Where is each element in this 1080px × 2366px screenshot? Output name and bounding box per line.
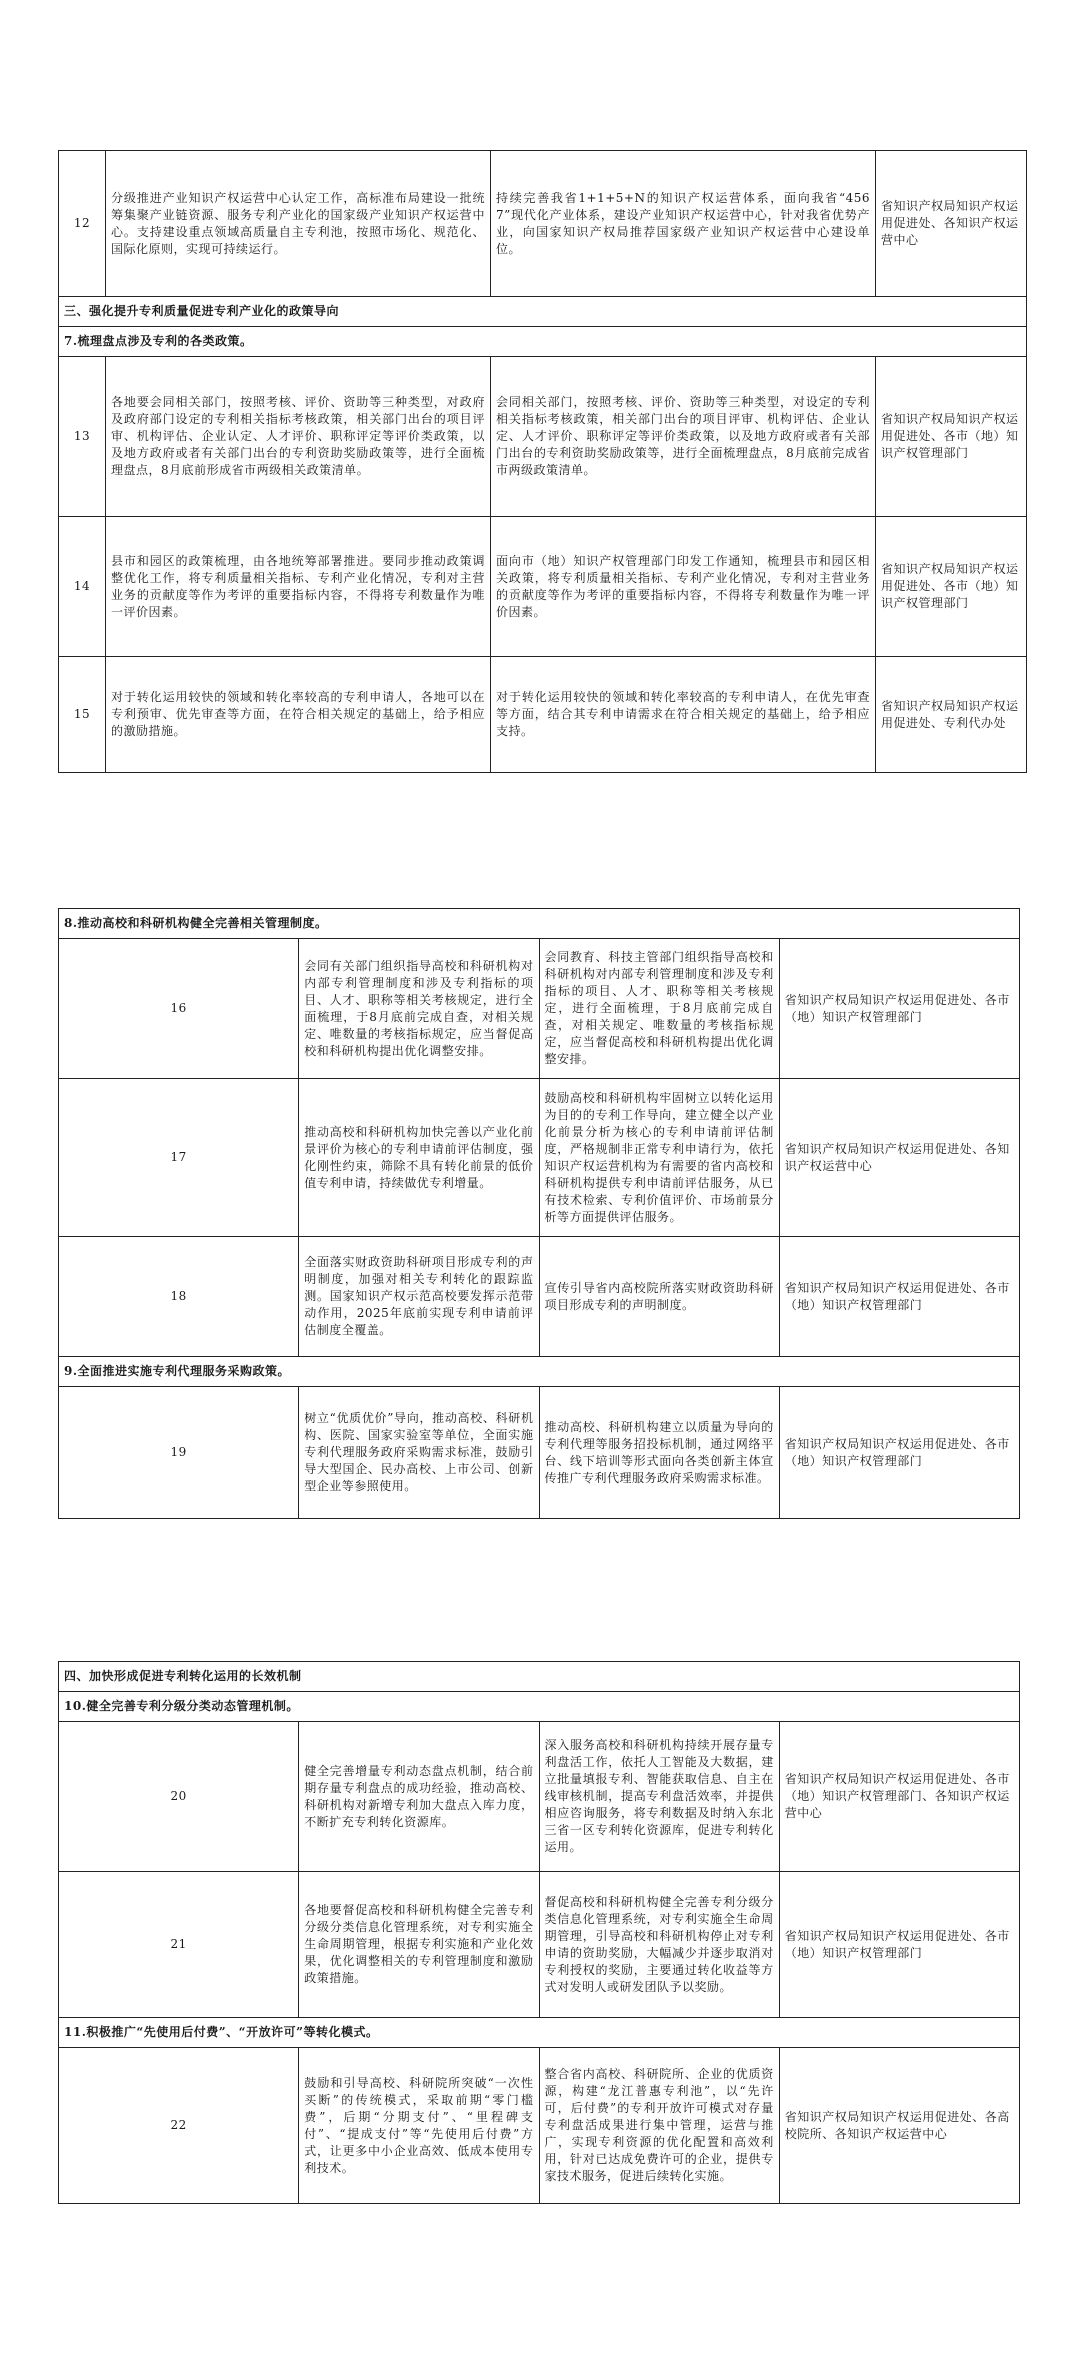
- row-number: 13: [59, 357, 106, 517]
- subsection-heading: 8.推动高校和科研机构健全完善相关管理制度。: [59, 909, 1020, 939]
- row-number: 12: [59, 151, 106, 297]
- task-cell: 鼓励高校和科研机构牢固树立以转化运用为目的的专利工作导向，建立健全以产业化前景分析为核心的专利申请前评估制度，严格规制非正常专利申请行为，依托知识产权运营机构为有需要的省内高校和科研机构提供专利申请前评估服务，从已有技术检索、专利价值评价、市场前景分析等方面提供评估服务。: [539, 1079, 779, 1237]
- row-number: 16: [59, 939, 299, 1079]
- table-block-3: [58, 1661, 1020, 2204]
- table-row: [59, 1722, 1020, 1872]
- measure-cell: 各地要督促高校和科研机构健全完善专利分级分类信息化管理系统，对专利实施全生命周期管理，根据专利实施和产业化效果，优化调整相关的专利管理制度和激励政策措施。: [299, 1872, 539, 2018]
- department-cell: 省知识产权局知识产权运用促进处、各知识产权运营中心: [779, 1079, 1019, 1237]
- row-number: 20: [59, 1722, 299, 1872]
- measure-cell: 全面落实财政资助科研项目形成专利的声明制度，加强对相关专利转化的跟踪监测。国家知识产权示范高校要发挥示范带动作用，2025年底前实现专利申请前评估制度全覆盖。: [299, 1237, 539, 1357]
- department-cell: 省知识产权局知识产权运用促进处、各高校院所、各知识产权运营中心: [779, 2048, 1019, 2204]
- task-cell: 宣传引导省内高校院所落实财政资助科研项目形成专利的声明制度。: [539, 1237, 779, 1357]
- department-cell: 省知识产权局知识产权运用促进处、各市（地）知识产权管理部门: [779, 1237, 1019, 1357]
- section-heading-row: [59, 297, 1027, 327]
- task-cell: 深入服务高校和科研机构持续开展存量专利盘活工作，依托人工智能及大数据，建立批量填报专利、智能获取信息、自主在线审核机制，提高专利盘活效率，并提供相应咨询服务，将专利数据及时纳入东北三省一区专利转化资源库，促进专利转化运用。: [539, 1722, 779, 1872]
- task-cell: 推动高校、科研机构建立以质量为导向的专利代理等服务招投标机制，通过网络平台、线下培训等形式面向各类创新主体宣传推广专利代理服务政府采购需求标准。: [539, 1387, 779, 1519]
- subsection-heading-row: [59, 1357, 1020, 1387]
- measure-cell: 树立“优质优价”导向，推动高校、科研机构、医院、国家实验室等单位，全面实施专利代理服务政府采购需求标准，鼓励引导大型国企、民办高校、上市公司、创新型企业等参照使用。: [299, 1387, 539, 1519]
- department-cell: 省知识产权局知识产权运用促进处、各市（地）知识产权管理部门: [779, 1872, 1019, 2018]
- table-row: [59, 1237, 1020, 1357]
- measure-cell: 县市和园区的政策梳理，由各地统筹部署推进。要同步推动政策调整优化工作，将专利质量相关指标、专利产业化情况，专利对主营业务的贡献度等作为考评的重要指标内容，不得将专利数量作为唯一评价因素。: [106, 517, 491, 657]
- measure-cell: 健全完善增量专利动态盘点机制，结合前期存量专利盘点的成功经验，推动高校、科研机构对新增专利加大盘点入库力度，不断扩充专利转化资源库。: [299, 1722, 539, 1872]
- department-cell: 省知识产权局知识产权运用促进处、各市（地）知识产权管理部门: [876, 517, 1027, 657]
- subsection-heading-row: [59, 327, 1027, 357]
- table-row: [59, 1079, 1020, 1237]
- task-cell: 督促高校和科研机构健全完善专利分级分类信息化管理系统，对专利实施全生命周期管理，引导高校和科研机构停止对专利申请的资助奖励，大幅减少并逐步取消对专利授权的奖励，主要通过转化收益等方式对发明人或研发团队予以奖励。: [539, 1872, 779, 2018]
- department-cell: 省知识产权局知识产权运用促进处、各市（地）知识产权管理部门: [876, 357, 1027, 517]
- department-cell: 省知识产权局知识产权运用促进处、各市（地）知识产权管理部门: [779, 939, 1019, 1079]
- row-number: 15: [59, 657, 106, 773]
- row-number: 21: [59, 1872, 299, 2018]
- table-row: [59, 939, 1020, 1079]
- subsection-heading-row: [59, 1692, 1020, 1722]
- department-cell: 省知识产权局知识产权运用促进处、各市（地）知识产权管理部门: [779, 1387, 1019, 1519]
- row-number: 18: [59, 1237, 299, 1357]
- row-number: 17: [59, 1079, 299, 1237]
- table-row: [59, 1872, 1020, 2018]
- department-cell: 省知识产权局知识产权运用促进处、专利代办处: [876, 657, 1027, 773]
- table-row: [59, 151, 1027, 297]
- row-number: 22: [59, 2048, 299, 2204]
- section-heading-row: [59, 1662, 1020, 1692]
- table-row: [59, 2048, 1020, 2204]
- table-row: [59, 1387, 1020, 1519]
- table-row: [59, 357, 1027, 517]
- task-cell: 面向市（地）知识产权管理部门印发工作通知，梳理县市和园区相关政策，将专利质量相关指标、专利产业化情况，专利对主营业务的贡献度等作为考评的重要指标内容，不得将专利数量作为唯一评价因素。: [491, 517, 876, 657]
- department-cell: 省知识产权局知识产权运用促进处、各市（地）知识产权管理部门、各知识产权运营中心: [779, 1722, 1019, 1872]
- table-block-1: [58, 150, 1027, 773]
- measure-cell: 会同有关部门组织指导高校和科研机构对内部专利管理制度和涉及专利指标的项目、人才、职称等相关考核规定，进行全面梳理，于8月底前完成自查，对相关规定、唯数量的考核指标规定，应当督促高校和科研机构提出优化调整安排。: [299, 939, 539, 1079]
- subsection-heading: 11.积极推广“先使用后付费”、“开放许可”等转化模式。: [59, 2018, 1020, 2048]
- table-row: [59, 517, 1027, 657]
- table-row: [59, 657, 1027, 773]
- measure-cell: 分级推进产业知识产权运营中心认定工作，高标准布局建设一批统筹集聚产业链资源、服务专利产业化的国家级产业知识产权运营中心。支持建设重点领域高质量自主专利池，按照市场化、规范化、国际化原则，实现可持续运行。: [106, 151, 491, 297]
- task-cell: 会同相关部门，按照考核、评价、资助等三种类型，对设定的专利相关指标考核政策，相关部门出台的项目评审、机构评估、企业认定、人才评价、职称评定等评价类政策，以及地方政府或者有关部门出台的专利资助奖励政策等，进行全面梳理盘点，8月底前完成省市两级政策清单。: [491, 357, 876, 517]
- task-cell: 对于转化运用较快的领域和转化率较高的专利申请人，在优先审查等方面，结合其专利申请需求在符合相关规定的基础上，给予相应支持。: [491, 657, 876, 773]
- row-number: 19: [59, 1387, 299, 1519]
- measure-cell: 各地要会同相关部门，按照考核、评价、资助等三种类型，对政府及政府部门设定的专利相关指标考核政策，相关部门出台的项目评审、机构评估、企业认定、人才评价、职称评定等评价类政策，以及地方政府或者有关部门出台的专利资助奖励政策等，进行全面梳理盘点，8月底前形成省市两级相关政策清单。: [106, 357, 491, 517]
- table-block-2: [58, 908, 1020, 1519]
- subsection-heading-row: [59, 909, 1020, 939]
- subsection-heading: 10.健全完善专利分级分类动态管理机制。: [59, 1692, 1020, 1722]
- measure-cell: 鼓励和引导高校、科研院所突破“一次性买断”的传统模式，采取前期“零门槛费”，后期“分期支付”、“里程碑支付”、“提成支付”等“先使用后付费”方式，让更多中小企业高效、低成本使用专利技术。: [299, 2048, 539, 2204]
- task-cell: 会同教育、科技主管部门组织指导高校和科研机构对内部专利管理制度和涉及专利指标的项目、人才、职称等相关考核规定，进行全面梳理，于8月底前完成自查，对相关规定、唯数量的考核指标规定，应当督促高校和科研机构提出优化调整安排。: [539, 939, 779, 1079]
- subsection-heading-row: [59, 2018, 1020, 2048]
- section-heading: 四、加快形成促进专利转化运用的长效机制: [59, 1662, 1020, 1692]
- task-cell: 持续完善我省1+1+5+N的知识产权运营体系，面向我省“4567”现代化产业体系，建设产业知识产权运营中心，针对我省优势产业，向国家知识产权局推荐国家级产业知识产权运营中心建设单位。: [491, 151, 876, 297]
- task-cell: 整合省内高校、科研院所、企业的优质资源，构建“龙江普惠专利池”，以“先许可，后付费”的专利开放许可模式对存量专利盘活成果进行集中管理，运营与推广，实现专利资源的优化配置和高效利用，针对已达成免费许可的企业，提供专家技术服务，促进后续转化实施。: [539, 2048, 779, 2204]
- row-number: 14: [59, 517, 106, 657]
- subsection-heading: 9.全面推进实施专利代理服务采购政策。: [59, 1357, 1020, 1387]
- measure-cell: 推动高校和科研机构加快完善以产业化前景评价为核心的专利申请前评估制度，强化刚性约束，筛除不具有转化前景的低价值专利申请，持续做优专利增量。: [299, 1079, 539, 1237]
- department-cell: 省知识产权局知识产权运用促进处、各知识产权运营中心: [876, 151, 1027, 297]
- subsection-heading: 7.梳理盘点涉及专利的各类政策。: [59, 327, 1027, 357]
- measure-cell: 对于转化运用较快的领域和转化率较高的专利申请人，各地可以在专利预审、优先审查等方面，在符合相关规定的基础上，给予相应的激励措施。: [106, 657, 491, 773]
- section-heading: 三、强化提升专利质量促进专利产业化的政策导向: [59, 297, 1027, 327]
